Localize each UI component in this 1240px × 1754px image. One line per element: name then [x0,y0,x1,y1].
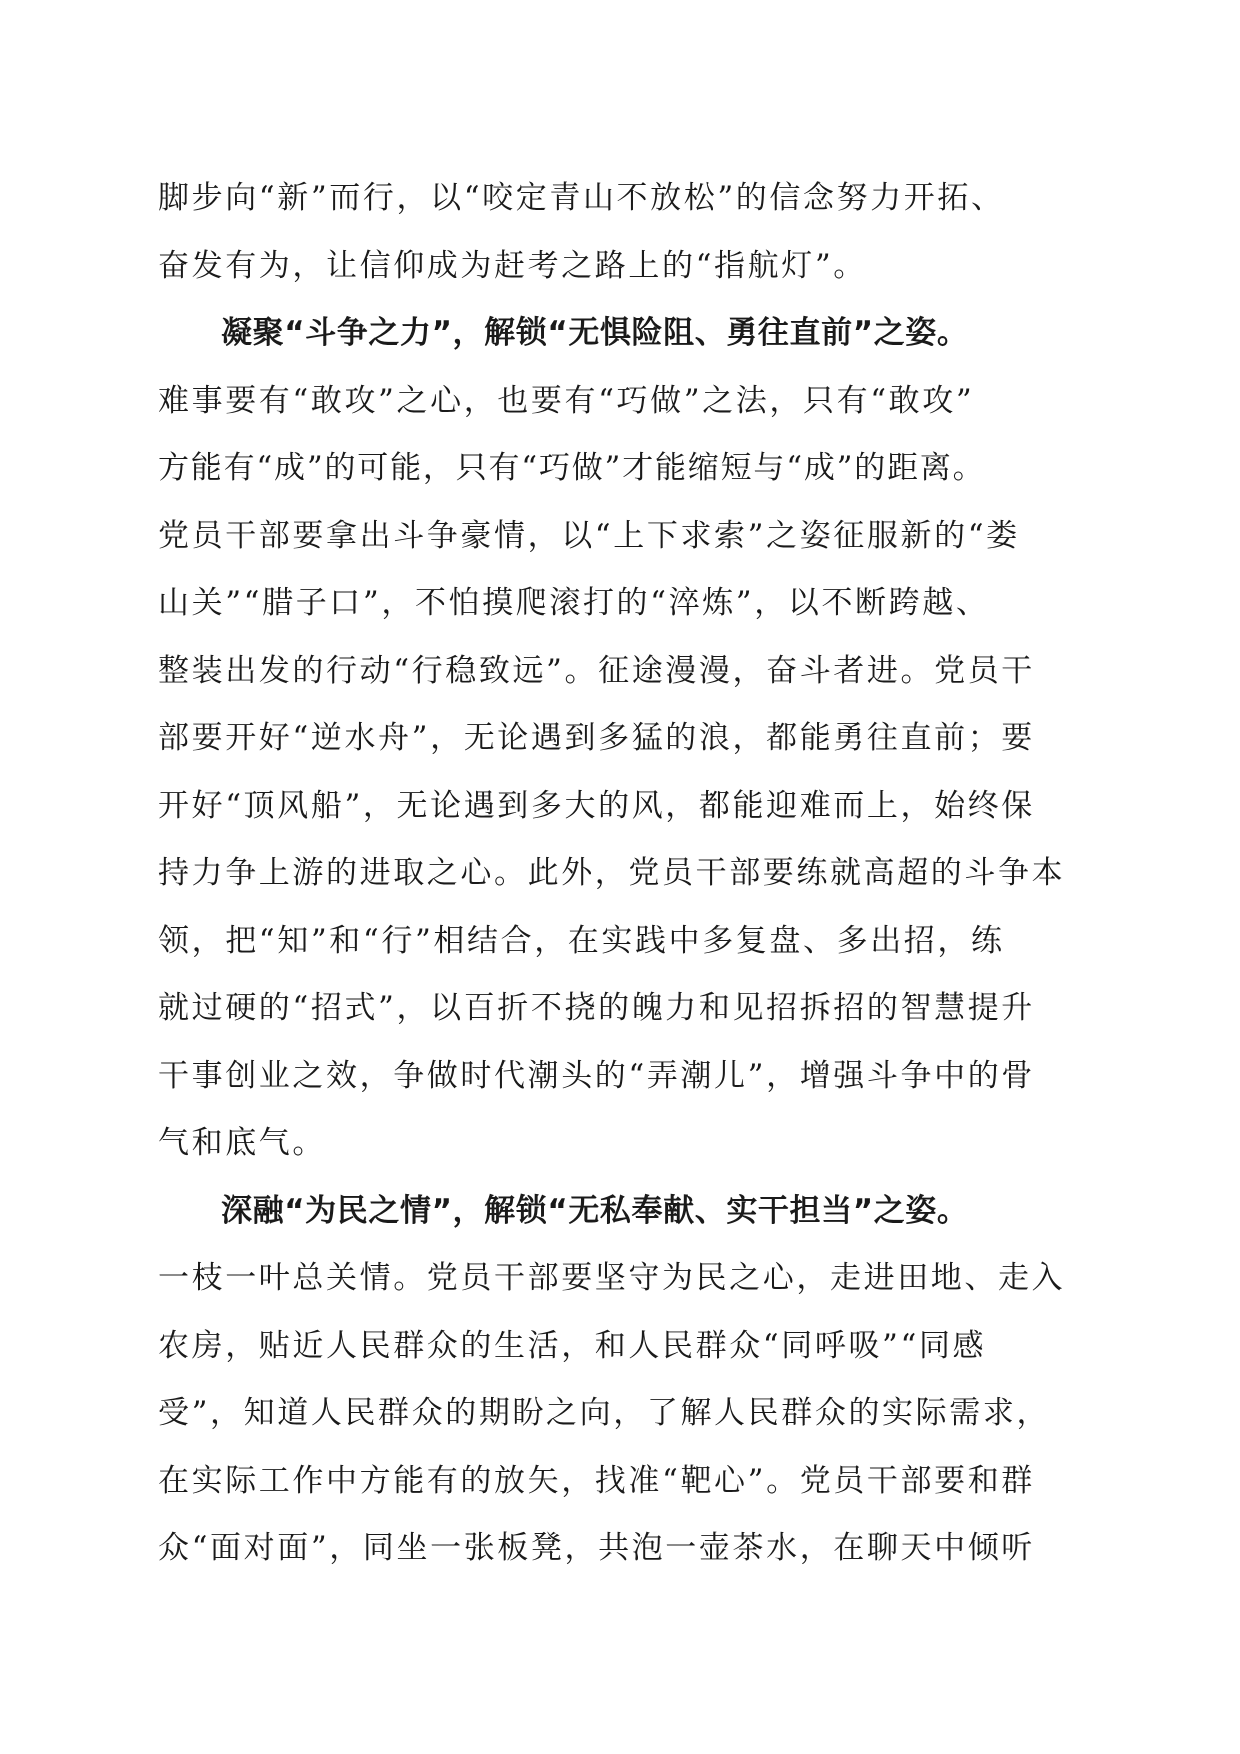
paragraph-line: 干事创业之效，争做时代潮头的“弄潮儿”，增强斗争中的骨 [158,1057,1035,1094]
paragraph-line: 一枝一叶总关情。党员干部要坚守为民之心，走进田地、走入 [158,1260,1066,1296]
paragraph-line: 奋发有为，让信仰成为赶考之路上的“指航灯”。 [158,247,867,284]
paragraph-line: 领，把“知”和“行”相结合，在实践中多复盘、多出招，练 [158,922,1005,959]
paragraph-line: 在实际工作中方能有的放矢，找准“靶心”。党员干部要和群 [158,1462,1035,1499]
paragraph-line: 方能有“成”的可能，只有“巧做”才能缩短与“成”的距离。 [158,450,986,486]
paragraph-line: 气和底气。 [158,1125,326,1161]
paragraph-line: 开好“顶风船”，无论遇到多大的风，都能迎难而上，始终保 [158,787,1035,824]
paragraph-line: 部要开好“逆水舟”，无论遇到多猛的浪，都能勇往直前；要 [158,720,1035,756]
document-body [158,165,1118,1583]
paragraph-line: 持力争上游的进取之心。此外，党员干部要练就高超的斗争本 [158,855,1066,891]
paragraph-line: 众“面对面”，同坐一张板凳，共泡一壶茶水，在聊天中倾听 [158,1530,1035,1566]
paragraph-line: 难事要有“敢攻”之心，也要有“巧做”之法，只有“敢攻” [158,382,975,419]
paragraph-line: 党员干部要拿出斗争豪情，以“上下求索”之姿征服新的“娄 [158,517,1020,554]
paragraph-line: 整装出发的行动“行稳致远”。征途漫漫，奋斗者进。党员干 [158,652,1035,689]
paragraph-line: 农房，贴近人民群众的生活，和人民群众“同呼吸”“同感 [158,1327,987,1364]
paragraph-line: 脚步向“新”而行，以“咬定青山不放松”的信念努力开拓、 [158,180,1005,216]
paragraph-line: 山关”“腊子口”，不怕摸爬滚打的“淬炼”，以不断跨越、 [158,585,990,621]
section-heading: 深融“为民之情”，解锁“无私奉献、实干担当”之姿。 [221,1192,969,1229]
paragraph-line: 受”，知道人民群众的期盼之向，了解人民群众的实际需求， [158,1395,1051,1431]
section-heading: 凝聚“斗争之力”，解锁“无惧险阻、勇往直前”之姿。 [221,315,969,351]
paragraph-line: 就过硬的“招式”，以百折不挠的魄力和见招拆招的智慧提升 [158,990,1035,1026]
